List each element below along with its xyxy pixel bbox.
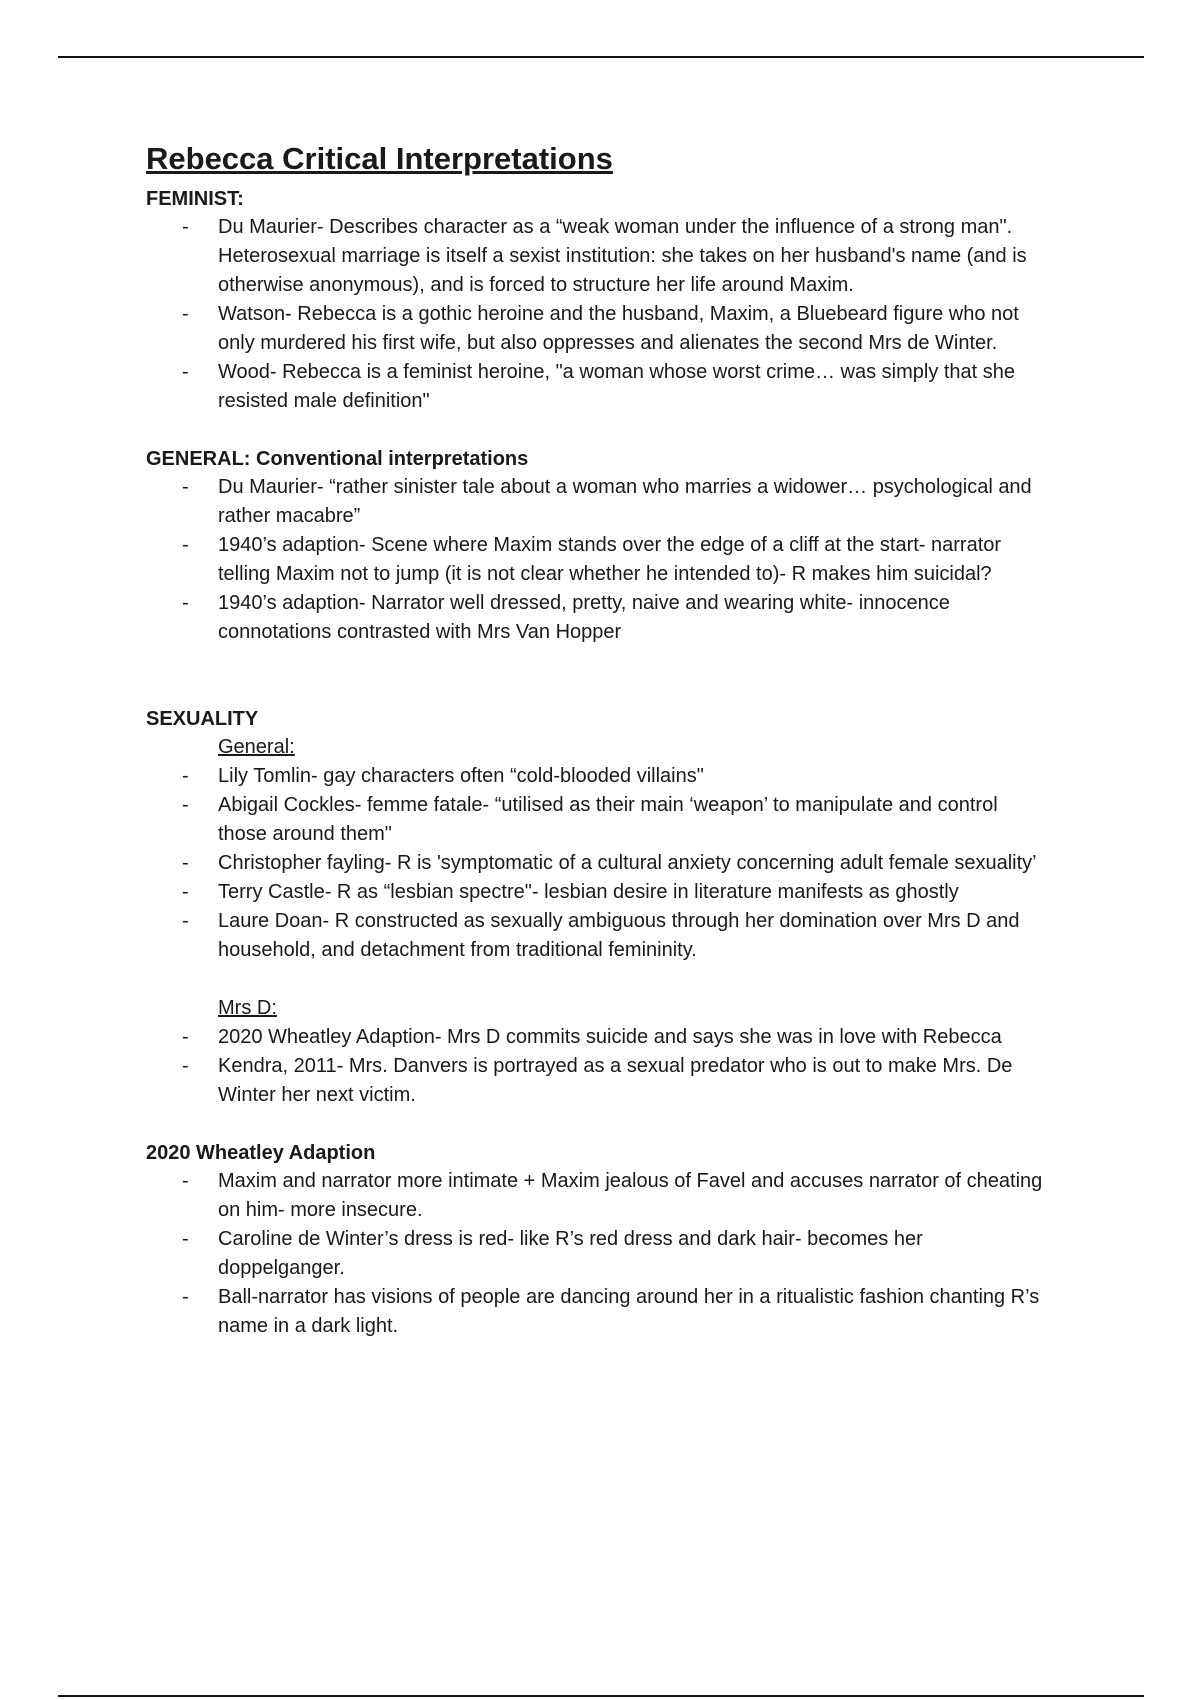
subheading-mrs-d: Mrs D: [218, 996, 277, 1019]
section-heading-wheatley: 2020 Wheatley Adaption [146, 1141, 376, 1164]
spacer [146, 1110, 1046, 1139]
list-item: - Kendra, 2011- Mrs. Danvers is portrayed as a sexual predator who is out to make Mrs. De Winter her next victim. [146, 1052, 1046, 1110]
list-item: - Terry Castle- R as “lesbian spectre"- lesbian desire in literature manifests as ghostly [146, 878, 1046, 907]
feminist-list [146, 213, 1046, 416]
list-item: - Watson- Rebecca is a gothic heroine and the husband, Maxim, a Bluebeard figure who not only murdered his first wife, but also oppresses and alienates the second Mrs de Winter. [146, 300, 1046, 358]
section-heading-sexuality: SEXUALITY [146, 707, 259, 730]
list-item: - Abigail Cockles- femme fatale- “utilised as their main ‘weapon’ to manipulate and control those around them" [146, 791, 1046, 849]
subheading-general: General: [218, 735, 295, 758]
spacer [146, 965, 1046, 994]
spacer [146, 416, 1046, 445]
spacer [146, 647, 1046, 705]
document-body [146, 140, 1046, 1341]
top-rule [58, 56, 1144, 58]
list-item: - Du Maurier- Describes character as a “weak woman under the influence of a strong man". Heterosexual marriage is itself a sexist institution: she takes on her husband's name (and is otherwise anonymous), and is forced to structure her life around Maxim. [146, 213, 1046, 300]
list-item: - Lily Tomlin- gay characters often “cold-blooded villains" [146, 762, 1046, 791]
list-item: - Wood- Rebecca is a feminist heroine, "a woman whose worst crime… was simply that she resisted male definition" [146, 358, 1046, 416]
wheatley-list [146, 1167, 1046, 1341]
list-item: - Christopher fayling- R is 'symptomatic of a cultural anxiety concerning adult female sexuality’ [146, 849, 1046, 878]
bottom-rule [58, 1695, 1144, 1697]
list-item: - 2020 Wheatley Adaption- Mrs D commits suicide and says she was in love with Rebecca [146, 1023, 1046, 1052]
document-title: Rebecca Critical Interpretations [146, 141, 613, 176]
sexuality-general-list [146, 762, 1046, 965]
sexuality-mrsd-list [146, 1023, 1046, 1110]
list-item: - 1940’s adaption- Narrator well dressed, pretty, naive and wearing white- innocence connotations contrasted with Mrs Van Hopper [146, 589, 1046, 647]
list-item: - 1940’s adaption- Scene where Maxim stands over the edge of a cliff at the start- narrator telling Maxim not to jump (it is not clear whether he intended to)- R makes him suicidal? [146, 531, 1046, 589]
list-item: - Du Maurier- “rather sinister tale about a woman who marries a widower… psychological and rather macabre” [146, 473, 1046, 531]
general-list [146, 473, 1046, 647]
list-item: - Ball-narrator has visions of people are dancing around her in a ritualistic fashion chanting R’s name in a dark light. [146, 1283, 1046, 1341]
list-item: - Caroline de Winter’s dress is red- like R’s red dress and dark hair- becomes her doppelganger. [146, 1225, 1046, 1283]
list-item: - Maxim and narrator more intimate + Maxim jealous of Favel and accuses narrator of cheating on him- more insecure. [146, 1167, 1046, 1225]
list-item: - Laure Doan- R constructed as sexually ambiguous through her domination over Mrs D and household, and detachment from traditional femininity. [146, 907, 1046, 965]
section-heading-feminist: FEMINIST: [146, 187, 244, 210]
section-heading-general: GENERAL: Conventional interpretations [146, 447, 529, 470]
